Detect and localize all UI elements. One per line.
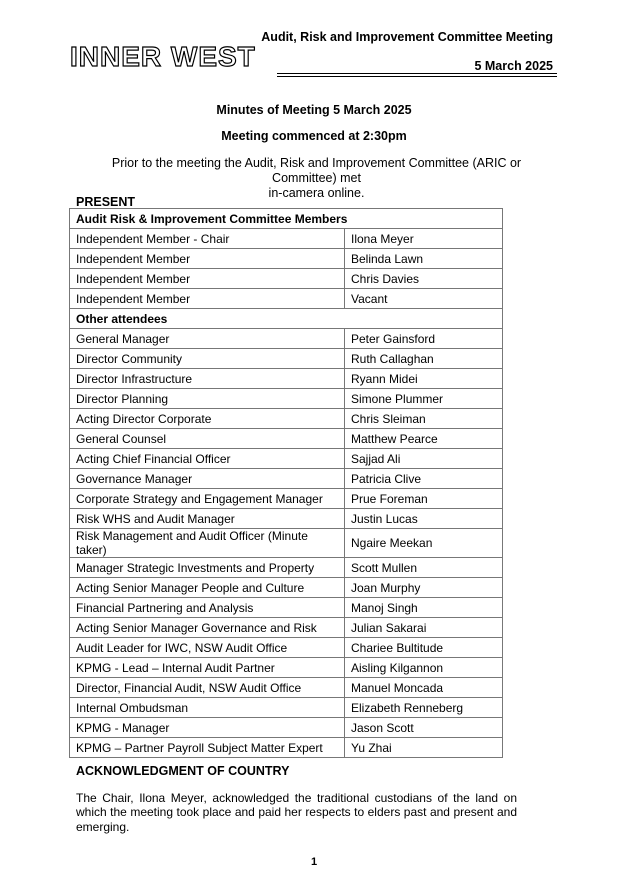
table-row bbox=[70, 509, 503, 529]
attendee-name: Yu Zhai bbox=[345, 738, 503, 758]
header-divider-secondary bbox=[277, 76, 557, 77]
table-row bbox=[70, 269, 503, 289]
table-row bbox=[70, 738, 503, 758]
table-row bbox=[70, 409, 503, 429]
prior-note-line-1: Prior to the meeting the Audit, Risk and Improvement Committee (ARIC or Committee) met bbox=[111, 156, 522, 185]
table-row bbox=[70, 618, 503, 638]
present-heading: PRESENT bbox=[76, 195, 136, 209]
attendee-role: Manager Strategic Investments and Property bbox=[70, 558, 345, 578]
attendee-name: Scott Mullen bbox=[345, 558, 503, 578]
attendee-name: Ruth Callaghan bbox=[345, 349, 503, 369]
table-row bbox=[70, 249, 503, 269]
attendee-name: Belinda Lawn bbox=[345, 249, 503, 269]
acknowledgment-heading: ACKNOWLEDGMENT OF COUNTRY bbox=[76, 764, 290, 778]
table-row bbox=[70, 578, 503, 598]
attendee-name: Joan Murphy bbox=[345, 578, 503, 598]
attendee-name: Peter Gainsford bbox=[345, 329, 503, 349]
attendee-name: Simone Plummer bbox=[345, 389, 503, 409]
attendee-name: Prue Foreman bbox=[345, 489, 503, 509]
table-row bbox=[70, 329, 503, 349]
attendee-name: Ilona Meyer bbox=[345, 229, 503, 249]
table-row bbox=[70, 389, 503, 409]
attendee-role: Audit Leader for IWC, NSW Audit Office bbox=[70, 638, 345, 658]
meeting-commenced: Meeting commenced at 2:30pm bbox=[221, 129, 407, 143]
attendee-role: Acting Chief Financial Officer bbox=[70, 449, 345, 469]
attendee-role: Director Infrastructure bbox=[70, 369, 345, 389]
acknowledgment-text: The Chair, Ilona Meyer, acknowledged the traditional custodians of the land on which the meeting took place and paid her respects to elders past and present and emerging. bbox=[76, 791, 517, 834]
attendee-role: Acting Director Corporate bbox=[70, 409, 345, 429]
attendee-role: Governance Manager bbox=[70, 469, 345, 489]
prior-note-line-2: in-camera online. bbox=[268, 186, 365, 200]
attendee-role: General Manager bbox=[70, 329, 345, 349]
table-section-header bbox=[70, 209, 503, 229]
attendee-name: Justin Lucas bbox=[345, 509, 503, 529]
table-row bbox=[70, 598, 503, 618]
attendee-role: Independent Member - Chair bbox=[70, 229, 345, 249]
table-row bbox=[70, 369, 503, 389]
table-row bbox=[70, 289, 503, 309]
attendee-role: Internal Ombudsman bbox=[70, 698, 345, 718]
attendee-role: Corporate Strategy and Engagement Manager bbox=[70, 489, 345, 509]
inner-west-logo bbox=[70, 41, 270, 69]
table-row bbox=[70, 349, 503, 369]
members-heading: Audit Risk & Improvement Committee Members bbox=[70, 209, 503, 229]
table-row bbox=[70, 429, 503, 449]
attendee-role: Independent Member bbox=[70, 289, 345, 309]
table-row bbox=[70, 529, 503, 558]
attendee-name: Manoj Singh bbox=[345, 598, 503, 618]
attendee-role: Independent Member bbox=[70, 269, 345, 289]
table-row bbox=[70, 678, 503, 698]
table-row bbox=[70, 558, 503, 578]
attendee-name: Aisling Kilgannon bbox=[345, 658, 503, 678]
attendee-role: Risk WHS and Audit Manager bbox=[70, 509, 345, 529]
attendee-name: Manuel Moncada bbox=[345, 678, 503, 698]
attendee-name: Elizabeth Renneberg bbox=[345, 698, 503, 718]
attendee-name: Patricia Clive bbox=[345, 469, 503, 489]
attendee-name: Jason Scott bbox=[345, 718, 503, 738]
svg-text:INNER WEST: INNER WEST bbox=[70, 41, 256, 69]
table-row bbox=[70, 638, 503, 658]
attendee-role: Director, Financial Audit, NSW Audit Office bbox=[70, 678, 345, 698]
attendee-role: Director Community bbox=[70, 349, 345, 369]
table-row bbox=[70, 658, 503, 678]
attendee-role: Risk Management and Audit Officer (Minute taker) bbox=[70, 529, 345, 558]
page-number: 1 bbox=[310, 856, 318, 868]
table-row bbox=[70, 718, 503, 738]
attendee-role: KPMG – Partner Payroll Subject Matter Expert bbox=[70, 738, 345, 758]
attendance-table bbox=[69, 208, 503, 758]
table-section-header bbox=[70, 309, 503, 329]
minutes-title: Minutes of Meeting 5 March 2025 bbox=[216, 103, 412, 117]
meeting-date: 5 March 2025 bbox=[474, 59, 553, 73]
table-row bbox=[70, 469, 503, 489]
others-heading: Other attendees bbox=[70, 309, 503, 329]
attendee-name: Chariee Bultitude bbox=[345, 638, 503, 658]
attendee-name: Chris Davies bbox=[345, 269, 503, 289]
meeting-title: Audit, Risk and Improvement Committee Meeting bbox=[261, 30, 553, 44]
attendee-role: KPMG - Manager bbox=[70, 718, 345, 738]
table-row bbox=[70, 449, 503, 469]
attendee-name: Chris Sleiman bbox=[345, 409, 503, 429]
header-divider bbox=[277, 73, 557, 74]
table-row bbox=[70, 489, 503, 509]
attendee-name: Ngaire Meekan bbox=[345, 529, 503, 558]
attendee-name: Vacant bbox=[345, 289, 503, 309]
table-row bbox=[70, 698, 503, 718]
prior-meeting-note bbox=[80, 156, 553, 201]
attendee-role: Acting Senior Manager Governance and Risk bbox=[70, 618, 345, 638]
attendee-role: KPMG - Lead – Internal Audit Partner bbox=[70, 658, 345, 678]
attendee-name: Ryann Midei bbox=[345, 369, 503, 389]
attendee-role: General Counsel bbox=[70, 429, 345, 449]
attendee-role: Director Planning bbox=[70, 389, 345, 409]
attendee-role: Independent Member bbox=[70, 249, 345, 269]
attendee-role: Financial Partnering and Analysis bbox=[70, 598, 345, 618]
table-row bbox=[70, 229, 503, 249]
attendee-name: Matthew Pearce bbox=[345, 429, 503, 449]
attendee-role: Acting Senior Manager People and Culture bbox=[70, 578, 345, 598]
attendee-name: Sajjad Ali bbox=[345, 449, 503, 469]
attendee-name: Julian Sakarai bbox=[345, 618, 503, 638]
